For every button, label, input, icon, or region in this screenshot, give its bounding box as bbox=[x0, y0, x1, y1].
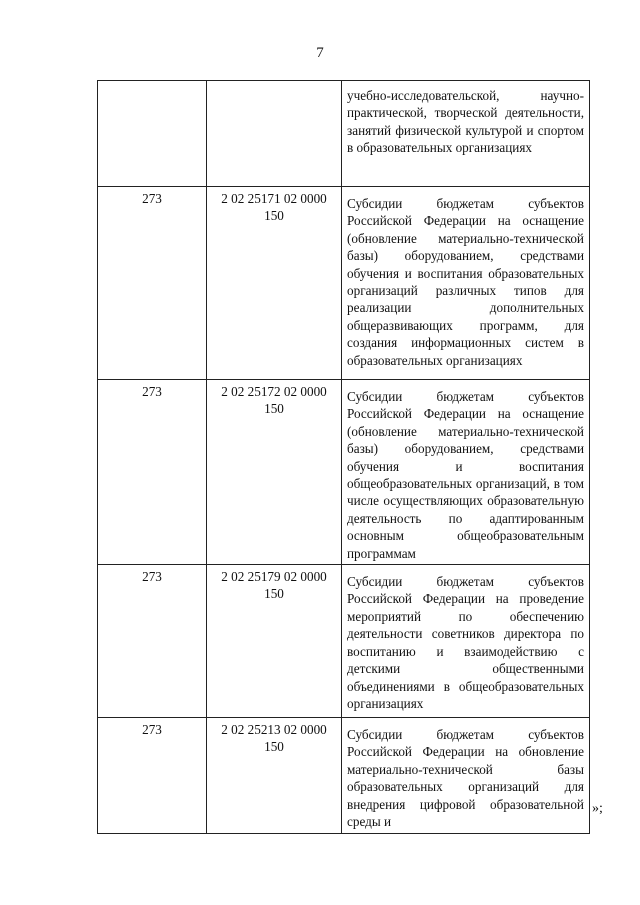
kbk-code-cell: 2 02 25179 02 0000 150 bbox=[207, 565, 342, 718]
table-row bbox=[98, 718, 590, 833]
admin-code-cell: 273 bbox=[98, 718, 207, 833]
kbk-code-cell: 2 02 25171 02 0000 150 bbox=[207, 187, 342, 380]
table-row bbox=[98, 187, 590, 380]
budget-classification-table bbox=[97, 80, 590, 834]
kbk-code-cell: 2 02 25213 02 0000 150 bbox=[207, 718, 342, 833]
table-row bbox=[98, 81, 590, 187]
description-cell: учебно-исследовательской, научно-практической, творческой деятельности, занятий физической культурой и спортом в образовательных организациях bbox=[342, 81, 590, 187]
description-cell: Субсидии бюджетам субъектов Российской Федерации на обновление материально-технической базы образовательных организаций для внедрения цифровой образовательной среды и bbox=[342, 718, 590, 833]
description-cell: Субсидии бюджетам субъектов Российской Федерации на проведение мероприятий по обеспечению деятельности советников директора по воспитанию и взаимодействию с детскими общественными объединениями в общеобразовательных организациях bbox=[342, 565, 590, 718]
page-number: 7 bbox=[316, 45, 324, 61]
admin-code-cell: 273 bbox=[98, 565, 207, 718]
table-row bbox=[98, 565, 590, 718]
admin-code-cell: 273 bbox=[98, 380, 207, 565]
description-cell: Субсидии бюджетам субъектов Российской Федерации на оснащение (обновление материально-технической базы) оборудованием, средствами обучения и воспитания общеобразовательных организаций, в том числе осуществляющих образовательную деятельность по адаптированным основным общеобразовательным программам bbox=[342, 380, 590, 565]
table-row bbox=[98, 380, 590, 565]
closing-quote-mark: »; bbox=[592, 801, 603, 816]
description-cell: Субсидии бюджетам субъектов Российской Федерации на оснащение (обновление материально-технической базы) оборудованием, средствами обучения и воспитания образовательных организаций различных типов для реализации дополнительных общеразвивающих программ, для создания информационных систем в образовательных организациях bbox=[342, 187, 590, 380]
admin-code-cell bbox=[98, 81, 207, 187]
admin-code-cell: 273 bbox=[98, 187, 207, 380]
kbk-code-cell: 2 02 25172 02 0000 150 bbox=[207, 380, 342, 565]
kbk-code-cell bbox=[207, 81, 342, 187]
